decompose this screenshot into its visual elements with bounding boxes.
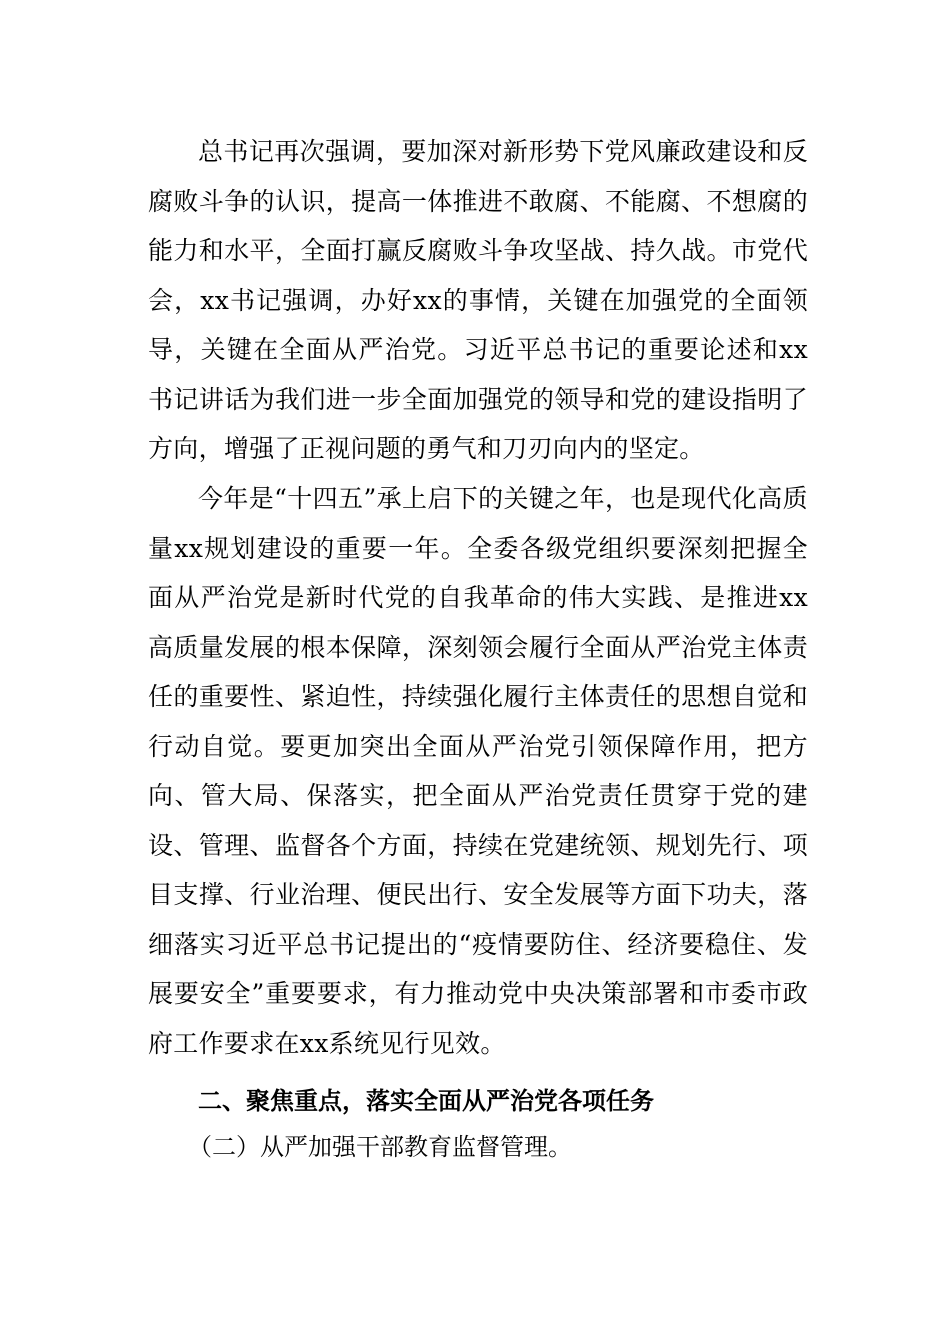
body-paragraph: 今年是“十四五”承上启下的关键之年，也是现代化高质量xx规划建设的重要一年。全委各级党组织要深刻把握全面从严治党是新时代党的自我革命的伟大实践、是推进xx高质量发展的根本保障，深刻领会履行全面从严治党主体责任的重要性、紧迫性，持续强化履行主体责任的思想自觉和行动自觉。要更加突出全面从严治党引领保障作用，把方向、管大局、保落实，把全面从严治党责任贯穿于党的建设、管理、监督各个方面，持续在党建统领、规划先行、项目支撑、行业治理、便民出行、安全发展等方面下功夫，落细落实习近平总书记提出的“疫情要防住、经济要稳住、发展要安全”重要要求，有力推动党中央决策部署和市委市政府工作要求在xx系统见行见效。 <box>148 484 808 1058</box>
body-paragraph: 总书记再次强调，要加深对新形势下党风廉政建设和反腐败斗争的认识，提高一体推进不敢腐、不能腐、不想腐的能力和水平，全面打赢反腐败斗争攻坚战、持久战。市党代会，xx书记强调，办好xx的事情，关键在加强党的全面领导，关键在全面从严治党。习近平总书记的重要论述和xx书记讲话为我们进一步全面加强党的领导和党的建设指明了方向，增强了正视问题的勇气和刀刃向内的坚定。 <box>148 137 808 463</box>
section-heading: 二、聚焦重点，落实全面从严治党各项任务 <box>198 1087 654 1115</box>
subsection-heading: （二）从严加强干部教育监督管理。 <box>188 1133 572 1161</box>
